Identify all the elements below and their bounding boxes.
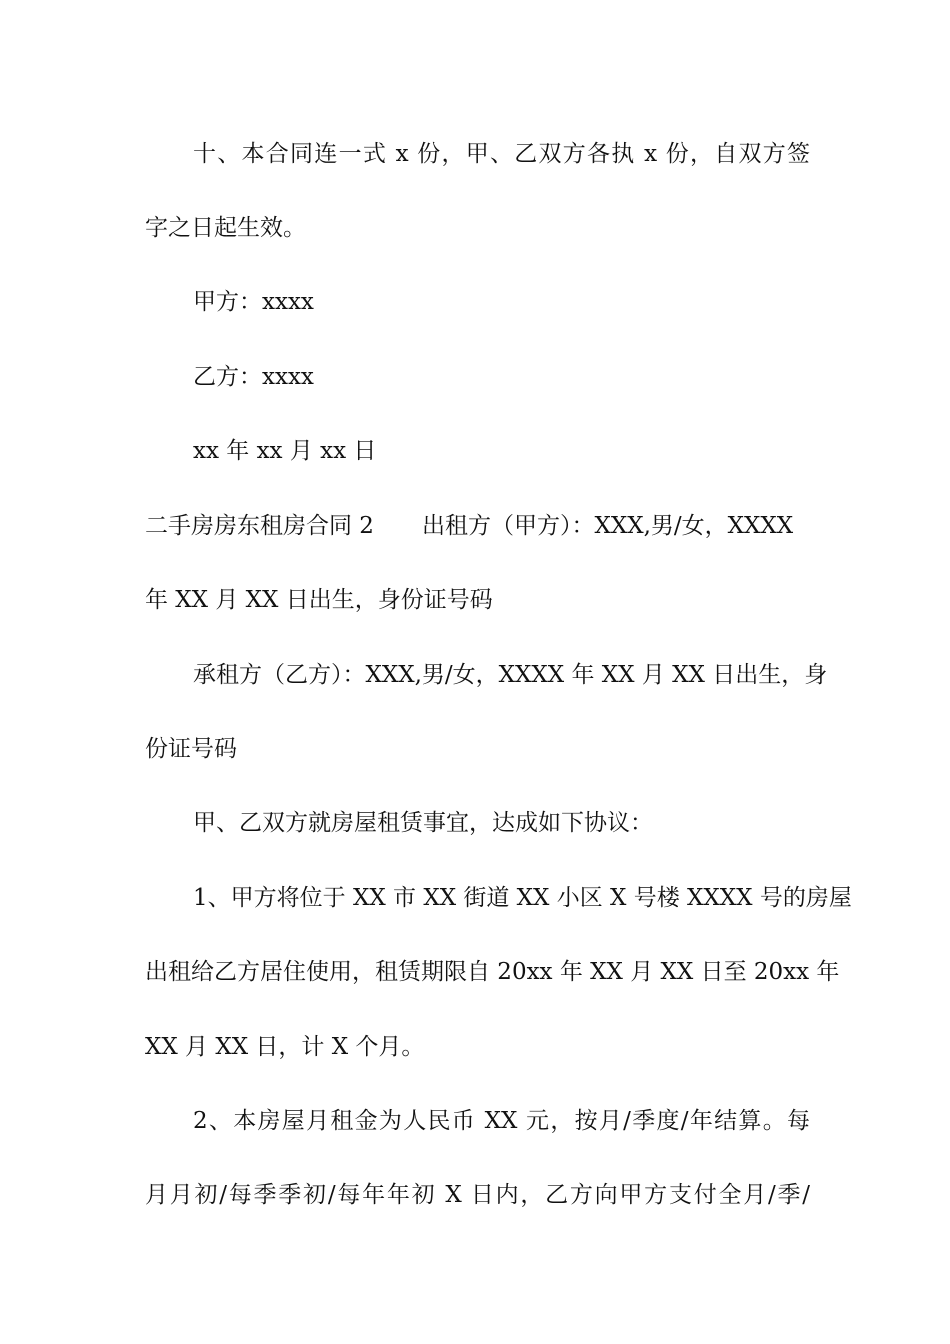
clause-10-line-1: 十、本合同连一式 x 份，甲、乙双方各执 x 份，自双方签 [193,141,810,167]
section-title: 二手房房东租房合同 2 [145,513,374,539]
clause-2-line-2: 月月初/每季季初/每年年初 X 日内，乙方向甲方支付全月/季/ [145,1182,810,1208]
section-heading-line [145,511,810,541]
clause-10-line-2: 字之日起生效。 [145,215,306,241]
agreement-intro: 甲、乙双方就房屋租赁事宜，达成如下协议： [193,810,653,836]
clause-1-line-3: XX 月 XX 日，计 X 个月。 [145,1034,425,1060]
lessor-info-line-2: 年 XX 月 XX 日出生，身份证号码 [145,587,493,613]
party-b-signature: 乙方：xxxx [193,364,314,390]
lessee-info-line-2: 份证号码 [145,736,237,762]
clause-1-line-2: 出租给乙方居住使用，租赁期限自 20xx 年 XX 月 XX 日至 20xx 年 [145,959,840,985]
lessee-info-line-1: 承租方（乙方）：XXX,男/女，XXXX 年 XX 月 XX 日出生，身 [193,662,828,688]
clause-2-line-1: 2、本房屋月租金为人民币 XX 元，按月/季度/年结算。每 [193,1108,810,1134]
party-a-signature: 甲方：xxxx [193,289,314,315]
lessor-info-line-1: 出租方（甲方）：XXX,男/女，XXXX [421,513,794,539]
clause-1-line-1: 1、甲方将位于 XX 市 XX 街道 XX 小区 X 号楼 XXXX 号的房屋 [193,885,852,911]
signing-date: xx 年 xx 月 xx 日 [193,438,377,464]
